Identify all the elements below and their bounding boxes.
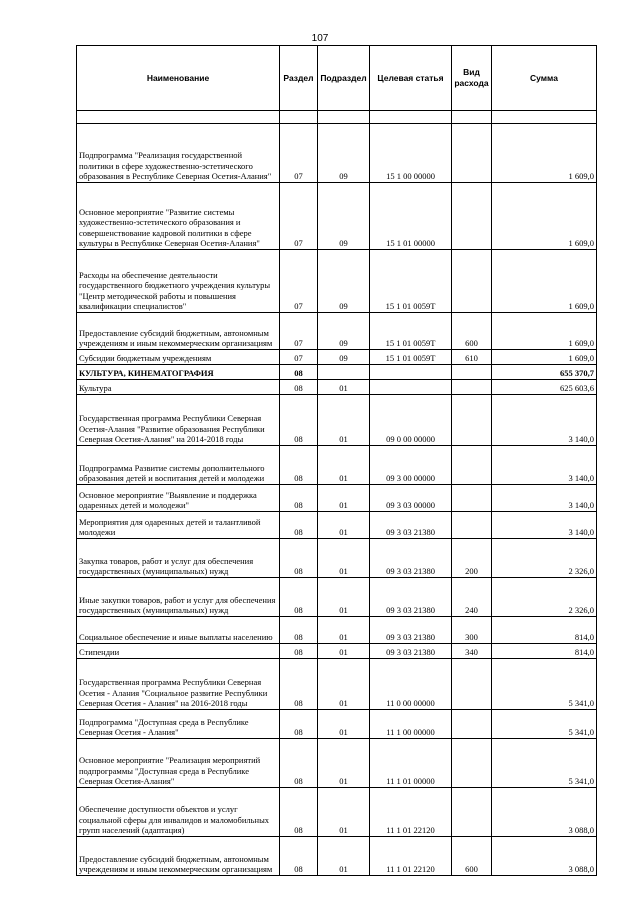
row-subsection: 01 <box>318 644 370 659</box>
row-expense-type <box>452 395 492 446</box>
row-amount: 3 140,0 <box>492 512 597 539</box>
table-row <box>77 578 597 617</box>
row-name: Государственная программа Республики Северная Осетия - Алания "Социальное развитие Республики Северная Осетия - Алания" на 2016-2018 годы <box>77 659 280 710</box>
row-name: КУЛЬТУРА, КИНЕМАТОГРАФИЯ <box>77 365 280 380</box>
header-expense-type: Вид расхода <box>452 46 492 111</box>
row-name: Иные закупки товаров, работ и услуг для обеспечения государственных (муниципальных) нужд <box>77 578 280 617</box>
row-name: Подпрограмма "Доступная среда в Республике Северная Осетия - Алания" <box>77 710 280 739</box>
row-name: Стипендии <box>77 644 280 659</box>
row-expense-type <box>452 659 492 710</box>
row-amount: 1 609,0 <box>492 313 597 350</box>
row-section: 08 <box>280 365 318 380</box>
row-name: Расходы на обеспечение деятельности государственного бюджетного учреждения культуры "Центр методической работы и повышения квалификации специалистов" <box>77 250 280 313</box>
row-name: Основное мероприятие "Реализация мероприятий подпрограммы "Доступная среда в Республике Северная Осетия-Алания" <box>77 739 280 788</box>
table-row <box>77 710 597 739</box>
row-expense-type: 240 <box>452 578 492 617</box>
row-amount: 1 609,0 <box>492 183 597 250</box>
row-amount: 5 341,0 <box>492 739 597 788</box>
row-section: 08 <box>280 644 318 659</box>
row-subsection: 09 <box>318 183 370 250</box>
row-subsection: 01 <box>318 739 370 788</box>
row-subsection: 01 <box>318 380 370 395</box>
header-subsection: Подраздел <box>318 46 370 111</box>
row-section: 08 <box>280 739 318 788</box>
row-expense-type <box>452 183 492 250</box>
header-amount: Сумма <box>492 46 597 111</box>
table-row <box>77 380 597 395</box>
row-section: 07 <box>280 350 318 365</box>
row-name: Основное мероприятие "Развитие системы художественно-эстетического образования и совершенствование кадровой политики в сфере культуры в Республике Северная Осетия-Алания" <box>77 183 280 250</box>
row-amount: 814,0 <box>492 617 597 644</box>
row-section: 08 <box>280 837 318 876</box>
spacer-row <box>77 111 597 124</box>
row-expense-type <box>452 365 492 380</box>
row-section: 08 <box>280 512 318 539</box>
table-row <box>77 365 597 380</box>
row-target-item: 15 1 01 00000 <box>370 183 452 250</box>
row-section: 08 <box>280 578 318 617</box>
header-target-item: Целевая статья <box>370 46 452 111</box>
row-target-item: 15 1 01 0059Т <box>370 250 452 313</box>
row-amount: 3 088,0 <box>492 788 597 837</box>
header-section: Раздел <box>280 46 318 111</box>
table-row <box>77 512 597 539</box>
row-target-item: 11 1 01 00000 <box>370 739 452 788</box>
row-section: 08 <box>280 710 318 739</box>
row-section: 07 <box>280 183 318 250</box>
table-row <box>77 313 597 350</box>
row-expense-type: 600 <box>452 313 492 350</box>
row-subsection: 09 <box>318 313 370 350</box>
row-name: Предоставление субсидий бюджетным, автономным учреждениям и иным некоммерческим организациям <box>77 837 280 876</box>
row-section: 07 <box>280 124 318 183</box>
page-number: 107 <box>311 33 329 44</box>
row-section: 08 <box>280 659 318 710</box>
row-subsection <box>318 365 370 380</box>
table-row <box>77 788 597 837</box>
table-row <box>77 250 597 313</box>
row-name: Основное мероприятие "Выявление и поддержка одаренных детей и молодежи" <box>77 485 280 512</box>
row-amount: 1 609,0 <box>492 350 597 365</box>
row-expense-type: 300 <box>452 617 492 644</box>
row-expense-type <box>452 788 492 837</box>
row-subsection: 09 <box>318 350 370 365</box>
row-name: Мероприятия для одаренных детей и талантливой молодежи <box>77 512 280 539</box>
row-amount: 3 140,0 <box>492 485 597 512</box>
row-expense-type <box>452 710 492 739</box>
row-subsection: 01 <box>318 710 370 739</box>
row-expense-type <box>452 512 492 539</box>
table-row <box>77 395 597 446</box>
header-name: Наименование <box>77 46 280 111</box>
row-section: 07 <box>280 313 318 350</box>
row-expense-type <box>452 250 492 313</box>
row-subsection: 01 <box>318 837 370 876</box>
row-name: Закупка товаров, работ и услуг для обеспечения государственных (муниципальных) нужд <box>77 539 280 578</box>
row-subsection: 01 <box>318 395 370 446</box>
table-row <box>77 837 597 876</box>
row-name: Подпрограмма Развитие системы дополнительного образования детей и воспитания детей и молодежи <box>77 446 280 485</box>
row-amount: 2 326,0 <box>492 539 597 578</box>
row-expense-type: 600 <box>452 837 492 876</box>
row-subsection: 01 <box>318 446 370 485</box>
row-expense-type: 610 <box>452 350 492 365</box>
table-body <box>77 111 597 876</box>
row-target-item <box>370 380 452 395</box>
row-amount: 655 370,7 <box>492 365 597 380</box>
header-row <box>77 46 597 111</box>
row-amount: 3 140,0 <box>492 446 597 485</box>
row-amount: 5 341,0 <box>492 710 597 739</box>
table-row <box>77 446 597 485</box>
row-name: Социальное обеспечение и иные выплаты населению <box>77 617 280 644</box>
row-subsection: 01 <box>318 485 370 512</box>
table-row <box>77 183 597 250</box>
row-expense-type: 340 <box>452 644 492 659</box>
row-subsection: 01 <box>318 512 370 539</box>
row-section: 08 <box>280 788 318 837</box>
row-name: Культура <box>77 380 280 395</box>
table-row <box>77 350 597 365</box>
row-name: Обеспечение доступности объектов и услуг социальной сферы для инвалидов и маломобильных групп населений (адаптация) <box>77 788 280 837</box>
row-target-item: 11 1 01 22120 <box>370 837 452 876</box>
row-target-item: 09 3 03 21380 <box>370 578 452 617</box>
table-row <box>77 644 597 659</box>
row-target-item: 15 1 01 0059Т <box>370 350 452 365</box>
row-name: Подпрограмма "Реализация государственной политики в сфере художественно-эстетического образования в Республике Северная Осетия-Алания" <box>77 124 280 183</box>
row-expense-type <box>452 380 492 395</box>
row-section: 07 <box>280 250 318 313</box>
row-subsection: 01 <box>318 788 370 837</box>
row-section: 08 <box>280 539 318 578</box>
row-section: 08 <box>280 446 318 485</box>
row-target-item: 11 1 01 22120 <box>370 788 452 837</box>
row-target-item <box>370 365 452 380</box>
budget-table <box>76 45 597 876</box>
row-subsection: 01 <box>318 617 370 644</box>
row-target-item: 09 0 00 00000 <box>370 395 452 446</box>
row-name: Предоставление субсидий бюджетным, автономным учреждениям и иным некоммерческим организациям <box>77 313 280 350</box>
row-section: 08 <box>280 485 318 512</box>
row-section: 08 <box>280 395 318 446</box>
row-target-item: 09 3 03 21380 <box>370 617 452 644</box>
row-name: Государственная программа Республики Северная Осетия-Алания "Развитие образования Республики Северная Осетия-Алания" на 2014-2018 годы <box>77 395 280 446</box>
row-subsection: 09 <box>318 124 370 183</box>
table-row <box>77 659 597 710</box>
row-target-item: 09 3 03 21380 <box>370 512 452 539</box>
row-target-item: 09 3 03 21380 <box>370 644 452 659</box>
row-target-item: 15 1 01 0059Т <box>370 313 452 350</box>
row-section: 08 <box>280 380 318 395</box>
row-expense-type <box>452 739 492 788</box>
row-amount: 814,0 <box>492 644 597 659</box>
row-subsection: 01 <box>318 539 370 578</box>
row-amount: 2 326,0 <box>492 578 597 617</box>
row-amount: 5 341,0 <box>492 659 597 710</box>
table-row <box>77 739 597 788</box>
row-subsection: 01 <box>318 578 370 617</box>
row-expense-type: 200 <box>452 539 492 578</box>
table-row <box>77 124 597 183</box>
row-amount: 1 609,0 <box>492 124 597 183</box>
table-row <box>77 539 597 578</box>
row-amount: 3 088,0 <box>492 837 597 876</box>
row-target-item: 09 3 00 00000 <box>370 446 452 485</box>
row-expense-type <box>452 124 492 183</box>
row-target-item: 11 1 00 00000 <box>370 710 452 739</box>
table-row <box>77 485 597 512</box>
row-amount: 625 603,6 <box>492 380 597 395</box>
row-target-item: 09 3 03 21380 <box>370 539 452 578</box>
row-expense-type <box>452 485 492 512</box>
row-section: 08 <box>280 617 318 644</box>
row-target-item: 09 3 03 00000 <box>370 485 452 512</box>
row-target-item: 11 0 00 00000 <box>370 659 452 710</box>
row-subsection: 09 <box>318 250 370 313</box>
row-name: Субсидии бюджетным учреждениям <box>77 350 280 365</box>
row-amount: 3 140,0 <box>492 395 597 446</box>
row-expense-type <box>452 446 492 485</box>
row-target-item: 15 1 00 00000 <box>370 124 452 183</box>
table-row <box>77 617 597 644</box>
row-subsection: 01 <box>318 659 370 710</box>
row-amount: 1 609,0 <box>492 250 597 313</box>
